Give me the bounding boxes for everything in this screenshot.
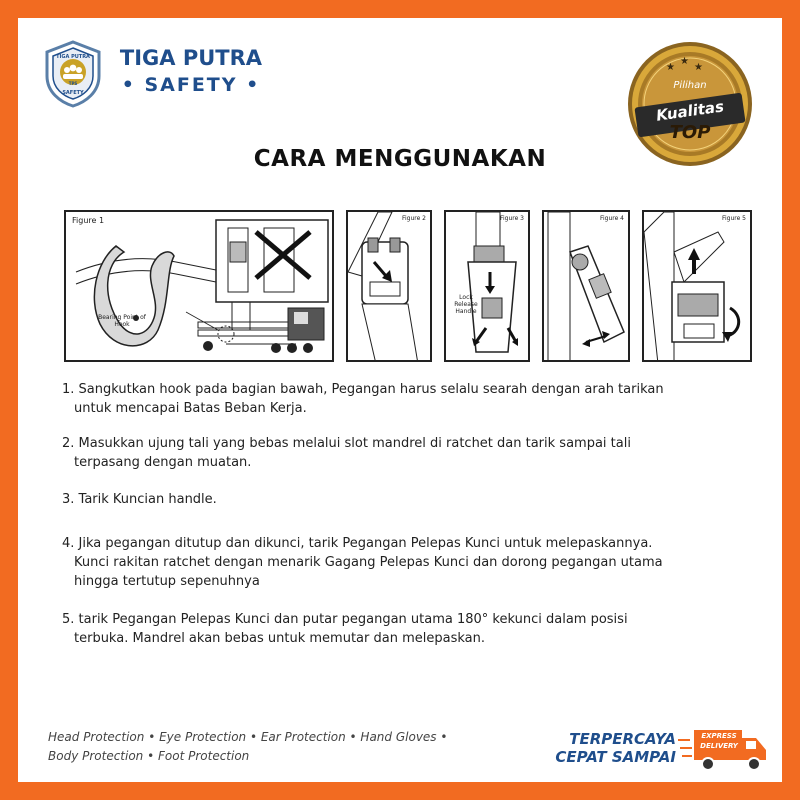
page-title: CARA MENGGUNAKAN <box>253 146 547 172</box>
figure-5 <box>642 210 752 362</box>
figure-1-annotation: Bearing Point of Hook <box>98 314 146 328</box>
badge-line1: Pilihan <box>673 80 707 91</box>
step-2-line2: terpasang dengan muatan. <box>74 455 252 470</box>
categories-line1: Head Protection • Eye Protection • Ear Protection • Hand Gloves • <box>48 730 448 744</box>
ratchet-open-icon <box>348 212 432 362</box>
product-categories <box>48 728 468 766</box>
ratchet-close-icon <box>544 212 630 362</box>
logo-ring-top: TIGA PUTRA <box>56 54 90 60</box>
svg-text:★: ★ <box>680 56 689 67</box>
step-3-line1: 3. Tarik Kuncian handle. <box>62 492 217 507</box>
brand-name: TIGA PUTRA <box>119 46 263 70</box>
tagline-1: TERPERCAYA <box>569 730 676 748</box>
delivery-truck <box>678 726 768 772</box>
ratchet-release-icon <box>446 212 530 362</box>
figure-5-label: Figure 5 <box>721 215 746 222</box>
step-5-line1: 5. tarik Pegangan Pelepas Kunci dan putar pegangan utama 180° kekunci dalam posisi <box>62 612 628 627</box>
tagline-2: CEPAT SAMPAI <box>555 748 676 766</box>
badge-line2: Kualitas <box>655 97 725 125</box>
step-5 <box>62 610 752 648</box>
step-1 <box>62 380 752 418</box>
hook-diagram-icon <box>66 212 334 362</box>
step-4 <box>62 534 752 591</box>
categories-line2: Body Protection • Foot Protection <box>48 749 250 763</box>
delivery-line2: DELIVERY <box>700 742 738 750</box>
figure-3-label: Figure 3 <box>499 215 524 222</box>
step-1-line1: 1. Sangkutkan hook pada bagian bawah, Pegangan harus selalu searah dengan arah tarikan <box>62 382 664 397</box>
figure-2-label: Figure 2 <box>401 215 426 222</box>
logo-ring-bottom: SAFETY <box>62 90 84 96</box>
badge-line3: TOP <box>669 122 711 143</box>
figure-4-label: Figure 4 <box>599 215 624 222</box>
step-1-line2: untuk mencapai Batas Beban Kerja. <box>74 401 307 416</box>
step-3 <box>62 490 752 509</box>
figure-3 <box>444 210 530 362</box>
svg-text:★: ★ <box>666 62 675 73</box>
step-5-line2: terbuka. Mandrel akan bebas untuk memutar dan melepaskan. <box>74 631 485 646</box>
figures-strip <box>64 210 764 362</box>
svg-text:★: ★ <box>694 62 703 73</box>
figure-3-annotation: Lock Release Handle <box>454 294 478 315</box>
figure-2 <box>346 210 432 362</box>
step-4-line1: 4. Jika pegangan ditutup dan dikunci, tarik Pegangan Pelepas Kunci untuk melepaskannya. <box>62 536 653 551</box>
ratchet-rotate-icon <box>644 212 752 362</box>
brand-logo <box>44 40 264 120</box>
step-2 <box>62 434 752 472</box>
tagline <box>536 730 676 766</box>
content-card <box>18 18 782 782</box>
step-4-line3: hingga tertutup sepenuhnya <box>74 574 260 589</box>
figure-1 <box>64 210 334 362</box>
step-4-line2: Kunci rakitan ratchet dengan menarik Gagang Pelepas Kunci dan dorong pegangan utama <box>74 555 663 570</box>
figure-1-label: Figure 1 <box>72 216 105 225</box>
logo-initials: TPS <box>68 81 78 86</box>
shield-logo-icon <box>44 40 102 108</box>
figure-4 <box>542 210 630 362</box>
brand-subtitle: • SAFETY • <box>121 74 261 96</box>
step-2-line1: 2. Masukkan ujung tali yang bebas melalui slot mandrel di ratchet dan tarik sampai tali <box>62 436 631 451</box>
delivery-line1: EXPRESS <box>701 732 737 740</box>
